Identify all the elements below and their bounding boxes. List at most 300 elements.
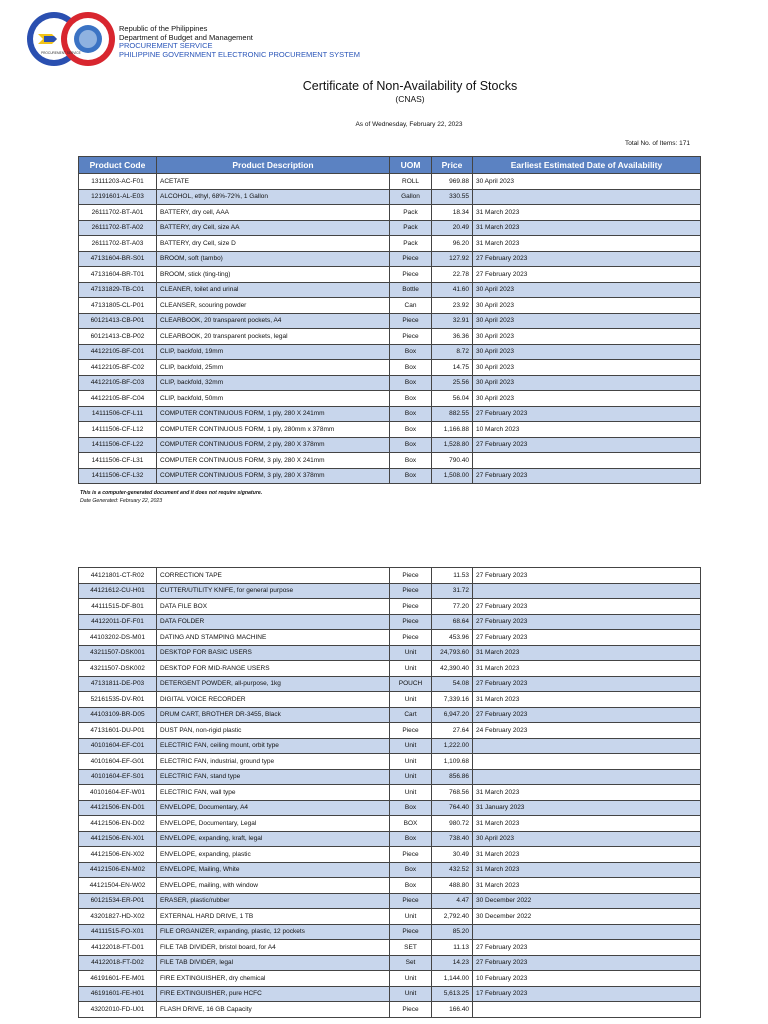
cell-product-code: 44122105-BF-C04 — [79, 391, 157, 407]
cell-price: 980.72 — [432, 816, 473, 832]
cell-price: 330.55 — [432, 189, 473, 205]
cell-availability-date: 31 March 2023 — [473, 661, 701, 677]
cell-uom: Unit — [390, 986, 432, 1002]
cell-availability-date: 27 February 2023 — [473, 614, 701, 630]
cell-uom: Piece — [390, 847, 432, 863]
cell-availability-date: 30 April 2023 — [473, 298, 701, 314]
cell-product-description: FLASH DRIVE, 16 GB Capacity — [157, 1002, 390, 1018]
cell-product-code: 43202010-FD-U01 — [79, 1002, 157, 1018]
cell-product-description: FIRE EXTINGUISHER, dry chemical — [157, 971, 390, 987]
cell-product-code: 44111515-FO-X01 — [79, 924, 157, 940]
cell-uom: Box — [390, 862, 432, 878]
cell-product-description: FILE TAB DIVIDER, bristol board, for A4 — [157, 940, 390, 956]
cell-price: 1,222.00 — [432, 738, 473, 754]
cell-product-description: CLEANER, toilet and urinal — [157, 282, 390, 298]
cell-uom: Box — [390, 437, 432, 453]
agency-line-4: PHILIPPINE GOVERNMENT ELECTRONIC PROCUREMENT SYSTEM — [119, 49, 361, 59]
cell-availability-date: 30 December 2022 — [473, 909, 701, 925]
cell-product-code: 60121413-CB-P02 — [79, 329, 157, 345]
cell-availability-date — [473, 769, 701, 785]
cell-product-code: 44121612-CU-H01 — [79, 583, 157, 599]
cell-uom: ROLL — [390, 174, 432, 190]
cell-uom: Unit — [390, 909, 432, 925]
table-row — [79, 251, 701, 267]
cell-availability-date — [473, 583, 701, 599]
cell-product-code: 60121534-ER-P01 — [79, 893, 157, 909]
cell-product-description: DETERGENT POWDER, all-purpose, 1kg — [157, 676, 390, 692]
table-row — [79, 599, 701, 615]
cell-uom: Box — [390, 831, 432, 847]
cell-uom: Piece — [390, 329, 432, 345]
cell-availability-date: 31 January 2023 — [473, 800, 701, 816]
cell-price: 764.40 — [432, 800, 473, 816]
cell-price: 36.36 — [432, 329, 473, 345]
cell-price: 768.56 — [432, 785, 473, 801]
cell-product-description: CLIP, backfold, 50mm — [157, 391, 390, 407]
cell-product-description: COMPUTER CONTINUOUS FORM, 1 ply, 280 X 241mm — [157, 406, 390, 422]
cell-price: 56.04 — [432, 391, 473, 407]
agency-line-2: Department of Budget and Management — [119, 32, 253, 42]
cell-product-code: 43211507-DSK002 — [79, 661, 157, 677]
cell-price: 856.86 — [432, 769, 473, 785]
cell-product-code: 44122018-FT-D02 — [79, 955, 157, 971]
cell-product-code: 44121506-EN-D01 — [79, 800, 157, 816]
cell-uom: Box — [390, 360, 432, 376]
cell-availability-date: 30 April 2023 — [473, 831, 701, 847]
cell-product-description: ENVELOPE, Mailing, White — [157, 862, 390, 878]
cell-uom: Piece — [390, 267, 432, 283]
cell-product-description: DRUM CART, BROTHER DR-3455, Black — [157, 707, 390, 723]
document-title: Certificate of Non-Availability of Stocks — [302, 79, 518, 93]
table-row — [79, 391, 701, 407]
cell-availability-date: 30 April 2023 — [473, 282, 701, 298]
cell-price: 22.78 — [432, 267, 473, 283]
table-row — [79, 298, 701, 314]
cell-product-description: COMPUTER CONTINUOUS FORM, 3 ply, 280 X 241mm — [157, 453, 390, 469]
cell-uom: Piece — [390, 583, 432, 599]
cell-uom: BOX — [390, 816, 432, 832]
cell-product-description: CLIP, backfold, 25mm — [157, 360, 390, 376]
cell-uom: Box — [390, 453, 432, 469]
cell-availability-date: 31 March 2023 — [473, 645, 701, 661]
cell-product-code: 26111702-BT-A01 — [79, 205, 157, 221]
cell-product-description: ENVELOPE, expanding, plastic — [157, 847, 390, 863]
cell-uom: Box — [390, 800, 432, 816]
table-row — [79, 816, 701, 832]
cell-price: 2,792.40 — [432, 909, 473, 925]
table-row — [79, 583, 701, 599]
cell-uom: Set — [390, 955, 432, 971]
col-price: Price — [432, 157, 473, 174]
cell-price: 54.08 — [432, 676, 473, 692]
cell-product-code: 40101604-EF-S01 — [79, 769, 157, 785]
cell-product-code: 14111506-CF-L31 — [79, 453, 157, 469]
table-row — [79, 313, 701, 329]
cell-product-description: BATTERY, dry Cell, size AA — [157, 220, 390, 236]
cell-availability-date: 31 March 2023 — [473, 220, 701, 236]
cell-price: 14.75 — [432, 360, 473, 376]
table-row — [79, 422, 701, 438]
cell-product-description: COMPUTER CONTINUOUS FORM, 1 ply, 280mm x 378mm — [157, 422, 390, 438]
cell-availability-date: 27 February 2023 — [473, 267, 701, 283]
cell-availability-date: 31 March 2023 — [473, 816, 701, 832]
cell-availability-date: 27 February 2023 — [473, 251, 701, 267]
table-row — [79, 800, 701, 816]
cell-uom: Piece — [390, 614, 432, 630]
cell-product-code: 14111506-CF-L22 — [79, 437, 157, 453]
cell-product-code: 47131604-BR-S01 — [79, 251, 157, 267]
cell-uom: Box — [390, 878, 432, 894]
cell-availability-date: 27 February 2023 — [473, 940, 701, 956]
cell-product-description: CLEARBOOK, 20 transparent pockets, A4 — [157, 313, 390, 329]
cell-product-description: BROOM, soft (tambo) — [157, 251, 390, 267]
cell-product-description: ACETATE — [157, 174, 390, 190]
table-row — [79, 769, 701, 785]
logo-text: PROCUREMENT SERVICE — [41, 51, 81, 55]
cell-uom: SET — [390, 940, 432, 956]
cell-product-code: 44111515-DF-B01 — [79, 599, 157, 615]
cell-uom: Unit — [390, 661, 432, 677]
col-availability-date: Earliest Estimated Date of Availability — [473, 157, 701, 174]
cell-price: 27.64 — [432, 723, 473, 739]
cell-product-description: FILE ORGANIZER, expanding, plastic, 12 pockets — [157, 924, 390, 940]
cell-product-code: 14111506-CF-L11 — [79, 406, 157, 422]
cell-uom: Unit — [390, 769, 432, 785]
cell-uom: Can — [390, 298, 432, 314]
table-row — [79, 437, 701, 453]
table-row — [79, 1002, 701, 1018]
cell-price: 7,339.16 — [432, 692, 473, 708]
cell-availability-date: 31 March 2023 — [473, 785, 701, 801]
cell-product-code: 47131829-TB-C01 — [79, 282, 157, 298]
cell-availability-date: 27 February 2023 — [473, 599, 701, 615]
cell-product-description: CLEANSER, scouring powder — [157, 298, 390, 314]
cell-product-code: 46191601-FE-H01 — [79, 986, 157, 1002]
cell-product-code: 44103202-DS-M01 — [79, 630, 157, 646]
cell-product-code: 44121506-EN-D02 — [79, 816, 157, 832]
cell-product-description: ALCOHOL, ethyl, 68%-72%, 1 Gallon — [157, 189, 390, 205]
cell-product-description: CLEARBOOK, 20 transparent pockets, legal — [157, 329, 390, 345]
document-subtitle: (CNAS) — [395, 94, 425, 104]
cell-availability-date: 30 December 2022 — [473, 893, 701, 909]
cell-product-code: 26111702-BT-A03 — [79, 236, 157, 252]
table-row — [79, 453, 701, 469]
cell-uom: Box — [390, 375, 432, 391]
cell-product-description: ELECTRIC FAN, ceiling mount, orbit type — [157, 738, 390, 754]
cell-availability-date: 24 February 2023 — [473, 723, 701, 739]
cell-product-description: CORRECTION TAPE — [157, 568, 390, 584]
table-row — [79, 754, 701, 770]
cell-product-description: ENVELOPE, Documentary, Legal — [157, 816, 390, 832]
agency-header — [119, 25, 360, 59]
table-row — [79, 282, 701, 298]
cell-product-description: BATTERY, dry Cell, size D — [157, 236, 390, 252]
cell-price: 738.40 — [432, 831, 473, 847]
cell-product-description: DESKTOP FOR MID-RANGE USERS — [157, 661, 390, 677]
cell-price: 96.20 — [432, 236, 473, 252]
cell-product-code: 44121506-EN-X01 — [79, 831, 157, 847]
cell-price: 453.96 — [432, 630, 473, 646]
cell-price: 20.49 — [432, 220, 473, 236]
cell-product-code: 44122018-FT-D01 — [79, 940, 157, 956]
cell-product-description: CUTTER/UTILITY KNIFE, for general purpose — [157, 583, 390, 599]
cell-product-code: 40101604-EF-G01 — [79, 754, 157, 770]
table-row — [79, 267, 701, 283]
cell-product-code: 44103109-BR-D05 — [79, 707, 157, 723]
cell-product-description: ERASER, plastic/rubber — [157, 893, 390, 909]
cell-product-description: DATING AND STAMPING MACHINE — [157, 630, 390, 646]
cell-uom: Pack — [390, 220, 432, 236]
cell-uom: Unit — [390, 692, 432, 708]
cell-product-code: 44121506-EN-X02 — [79, 847, 157, 863]
table-header-row — [79, 157, 701, 174]
cell-product-description: CLIP, backfold, 32mm — [157, 375, 390, 391]
cell-price: 882.55 — [432, 406, 473, 422]
cell-price: 24,793.60 — [432, 645, 473, 661]
cell-price: 42,390.40 — [432, 661, 473, 677]
cell-price: 68.64 — [432, 614, 473, 630]
table-row — [79, 831, 701, 847]
cell-price: 4.47 — [432, 893, 473, 909]
table-row — [79, 174, 701, 190]
cell-availability-date: 10 February 2023 — [473, 971, 701, 987]
cell-product-code: 44121504-EN-W02 — [79, 878, 157, 894]
cell-availability-date: 31 March 2023 — [473, 878, 701, 894]
cell-product-code: 43211507-DSK001 — [79, 645, 157, 661]
col-product-code: Product Code — [79, 157, 157, 174]
table-row — [79, 189, 701, 205]
cell-availability-date: 31 March 2023 — [473, 862, 701, 878]
cell-uom: Piece — [390, 924, 432, 940]
cell-uom: Piece — [390, 599, 432, 615]
cell-availability-date: 27 February 2023 — [473, 630, 701, 646]
table-row — [79, 971, 701, 987]
table-row — [79, 723, 701, 739]
cell-availability-date: 27 February 2023 — [473, 707, 701, 723]
table-row — [79, 236, 701, 252]
cell-price: 14.23 — [432, 955, 473, 971]
table-row — [79, 614, 701, 630]
table-row — [79, 676, 701, 692]
cell-availability-date: 27 February 2023 — [473, 568, 701, 584]
cell-availability-date: 30 April 2023 — [473, 391, 701, 407]
cell-price: 8.72 — [432, 344, 473, 360]
cell-product-code: 47131604-BR-T01 — [79, 267, 157, 283]
cell-product-description: CLIP, backfold, 19mm — [157, 344, 390, 360]
cell-product-code: 44121506-EN-M02 — [79, 862, 157, 878]
cell-product-code: 40101604-EF-C01 — [79, 738, 157, 754]
table-row — [79, 878, 701, 894]
table-row — [79, 468, 701, 484]
table-row — [79, 785, 701, 801]
table-row — [79, 661, 701, 677]
cell-uom: Piece — [390, 251, 432, 267]
cell-product-description: FILE TAB DIVIDER, legal — [157, 955, 390, 971]
stocks-table-page-1 — [78, 156, 701, 484]
procurement-service-logo — [24, 10, 118, 68]
table-row — [79, 630, 701, 646]
cell-product-code: 47131805-CL-P01 — [79, 298, 157, 314]
cell-product-code: 12191601-AL-E03 — [79, 189, 157, 205]
cell-product-code: 44122105-BF-C01 — [79, 344, 157, 360]
cell-availability-date — [473, 924, 701, 940]
cell-price: 5,613.25 — [432, 986, 473, 1002]
cell-availability-date: 31 March 2023 — [473, 847, 701, 863]
table-row — [79, 738, 701, 754]
cell-product-code: 44122105-BF-C03 — [79, 375, 157, 391]
cell-product-description: BATTERY, dry cell, AAA — [157, 205, 390, 221]
cell-product-code: 44122105-BF-C02 — [79, 360, 157, 376]
cell-availability-date: 30 April 2023 — [473, 313, 701, 329]
cell-price: 25.56 — [432, 375, 473, 391]
cell-uom: Piece — [390, 893, 432, 909]
cell-price: 432.52 — [432, 862, 473, 878]
agency-line-1: Republic of the Philippines — [119, 24, 208, 33]
cell-product-code: 26111702-BT-A02 — [79, 220, 157, 236]
table-row — [79, 940, 701, 956]
cell-price: 23.92 — [432, 298, 473, 314]
cell-availability-date: 30 April 2023 — [473, 344, 701, 360]
cell-availability-date: 27 February 2023 — [473, 406, 701, 422]
cell-availability-date: 27 February 2023 — [473, 468, 701, 484]
cell-availability-date: 31 March 2023 — [473, 692, 701, 708]
cell-availability-date: 30 April 2023 — [473, 360, 701, 376]
cell-uom: POUCH — [390, 676, 432, 692]
table-row — [79, 406, 701, 422]
cell-uom: Piece — [390, 313, 432, 329]
cell-price: 969.88 — [432, 174, 473, 190]
cell-availability-date: 27 February 2023 — [473, 437, 701, 453]
cell-uom: Gallon — [390, 189, 432, 205]
table-row — [79, 329, 701, 345]
cell-price: 488.80 — [432, 878, 473, 894]
cell-product-description: ENVELOPE, expanding, kraft, legal — [157, 831, 390, 847]
col-product-description: Product Description — [157, 157, 390, 174]
table-row — [79, 344, 701, 360]
cell-product-description: BROOM, stick (ting-ting) — [157, 267, 390, 283]
cell-product-description: DIGITAL VOICE RECORDER — [157, 692, 390, 708]
cell-product-description: COMPUTER CONTINUOUS FORM, 3 ply, 280 X 378mm — [157, 468, 390, 484]
cell-price: 77.20 — [432, 599, 473, 615]
cell-availability-date: 31 March 2023 — [473, 236, 701, 252]
table-row — [79, 645, 701, 661]
cell-price: 1,109.68 — [432, 754, 473, 770]
cell-product-code: 52161535-DV-R01 — [79, 692, 157, 708]
cell-availability-date: 27 February 2023 — [473, 955, 701, 971]
cell-product-code: 47131811-DE-P03 — [79, 676, 157, 692]
cell-uom: Unit — [390, 971, 432, 987]
cell-product-code: 47131601-DU-P01 — [79, 723, 157, 739]
table-row — [79, 220, 701, 236]
table-row — [79, 986, 701, 1002]
cell-uom: Unit — [390, 785, 432, 801]
cell-price: 31.72 — [432, 583, 473, 599]
cell-price: 18.34 — [432, 205, 473, 221]
cell-price: 1,508.00 — [432, 468, 473, 484]
table-row — [79, 568, 701, 584]
cell-product-code: 60121413-CB-P01 — [79, 313, 157, 329]
cell-product-description: DATA FILE BOX — [157, 599, 390, 615]
cell-product-description: ELECTRIC FAN, stand type — [157, 769, 390, 785]
col-uom: UOM — [390, 157, 432, 174]
cell-availability-date: 17 February 2023 — [473, 986, 701, 1002]
table-row — [79, 205, 701, 221]
cell-uom: Unit — [390, 645, 432, 661]
cell-uom: Box — [390, 391, 432, 407]
cell-product-code: 13111203-AC-F01 — [79, 174, 157, 190]
cell-uom: Bottle — [390, 282, 432, 298]
cell-availability-date — [473, 189, 701, 205]
cell-price: 166.40 — [432, 1002, 473, 1018]
table-row — [79, 924, 701, 940]
table-row — [79, 909, 701, 925]
cell-price: 1,144.00 — [432, 971, 473, 987]
cell-uom: Pack — [390, 236, 432, 252]
cell-product-code: 46191601-FE-M01 — [79, 971, 157, 987]
cell-uom: Box — [390, 406, 432, 422]
cell-uom: Piece — [390, 568, 432, 584]
cell-product-description: ELECTRIC FAN, wall type — [157, 785, 390, 801]
cell-price: 6,947.20 — [432, 707, 473, 723]
cell-availability-date: 30 April 2023 — [473, 174, 701, 190]
cell-price: 1,166.88 — [432, 422, 473, 438]
cell-uom: Unit — [390, 754, 432, 770]
table-row — [79, 862, 701, 878]
total-items: Total No. of Items: 171 — [624, 140, 690, 147]
cell-availability-date — [473, 1002, 701, 1018]
cell-price: 32.91 — [432, 313, 473, 329]
cell-price: 85.20 — [432, 924, 473, 940]
stocks-table-page-2 — [78, 567, 701, 1018]
cell-uom: Piece — [390, 1002, 432, 1018]
as-of-date: As of Wednesday, February 22, 2023 — [355, 121, 463, 128]
cell-availability-date: 31 March 2023 — [473, 205, 701, 221]
cell-product-description: ENVELOPE, mailing, with window — [157, 878, 390, 894]
cell-product-description: DUST PAN, non-rigid plastic — [157, 723, 390, 739]
cell-availability-date — [473, 738, 701, 754]
cell-availability-date: 30 April 2023 — [473, 329, 701, 345]
cell-price: 790.40 — [432, 453, 473, 469]
cell-product-code: 44122011-DF-F01 — [79, 614, 157, 630]
cell-uom: Pack — [390, 205, 432, 221]
cell-price: 127.92 — [432, 251, 473, 267]
cell-product-code: 40101604-EF-W01 — [79, 785, 157, 801]
cell-availability-date — [473, 754, 701, 770]
table-row — [79, 893, 701, 909]
cell-product-description: EXTERNAL HARD DRIVE, 1 TB — [157, 909, 390, 925]
cell-uom: Cart — [390, 707, 432, 723]
cell-availability-date: 27 February 2023 — [473, 676, 701, 692]
cell-product-description: DATA FOLDER — [157, 614, 390, 630]
cell-product-description: ENVELOPE, Documentary, A4 — [157, 800, 390, 816]
cell-price: 1,528.80 — [432, 437, 473, 453]
cell-price: 41.60 — [432, 282, 473, 298]
cell-uom: Box — [390, 344, 432, 360]
cell-product-description: ELECTRIC FAN, industrial, ground type — [157, 754, 390, 770]
cell-price: 11.13 — [432, 940, 473, 956]
cell-uom: Piece — [390, 630, 432, 646]
cell-product-description: FIRE EXTINGUISHER, pure HCFC — [157, 986, 390, 1002]
table-row — [79, 847, 701, 863]
agency-line-3: PROCUREMENT SERVICE — [119, 41, 213, 51]
disclaimer-text: This is a computer-generated document and it does not require signature. — [80, 490, 263, 496]
table-row — [79, 692, 701, 708]
cell-availability-date: 30 April 2023 — [473, 375, 701, 391]
cell-uom: Box — [390, 422, 432, 438]
table-row — [79, 375, 701, 391]
cell-product-description: DESKTOP FOR BASIC USERS — [157, 645, 390, 661]
cell-uom: Unit — [390, 738, 432, 754]
